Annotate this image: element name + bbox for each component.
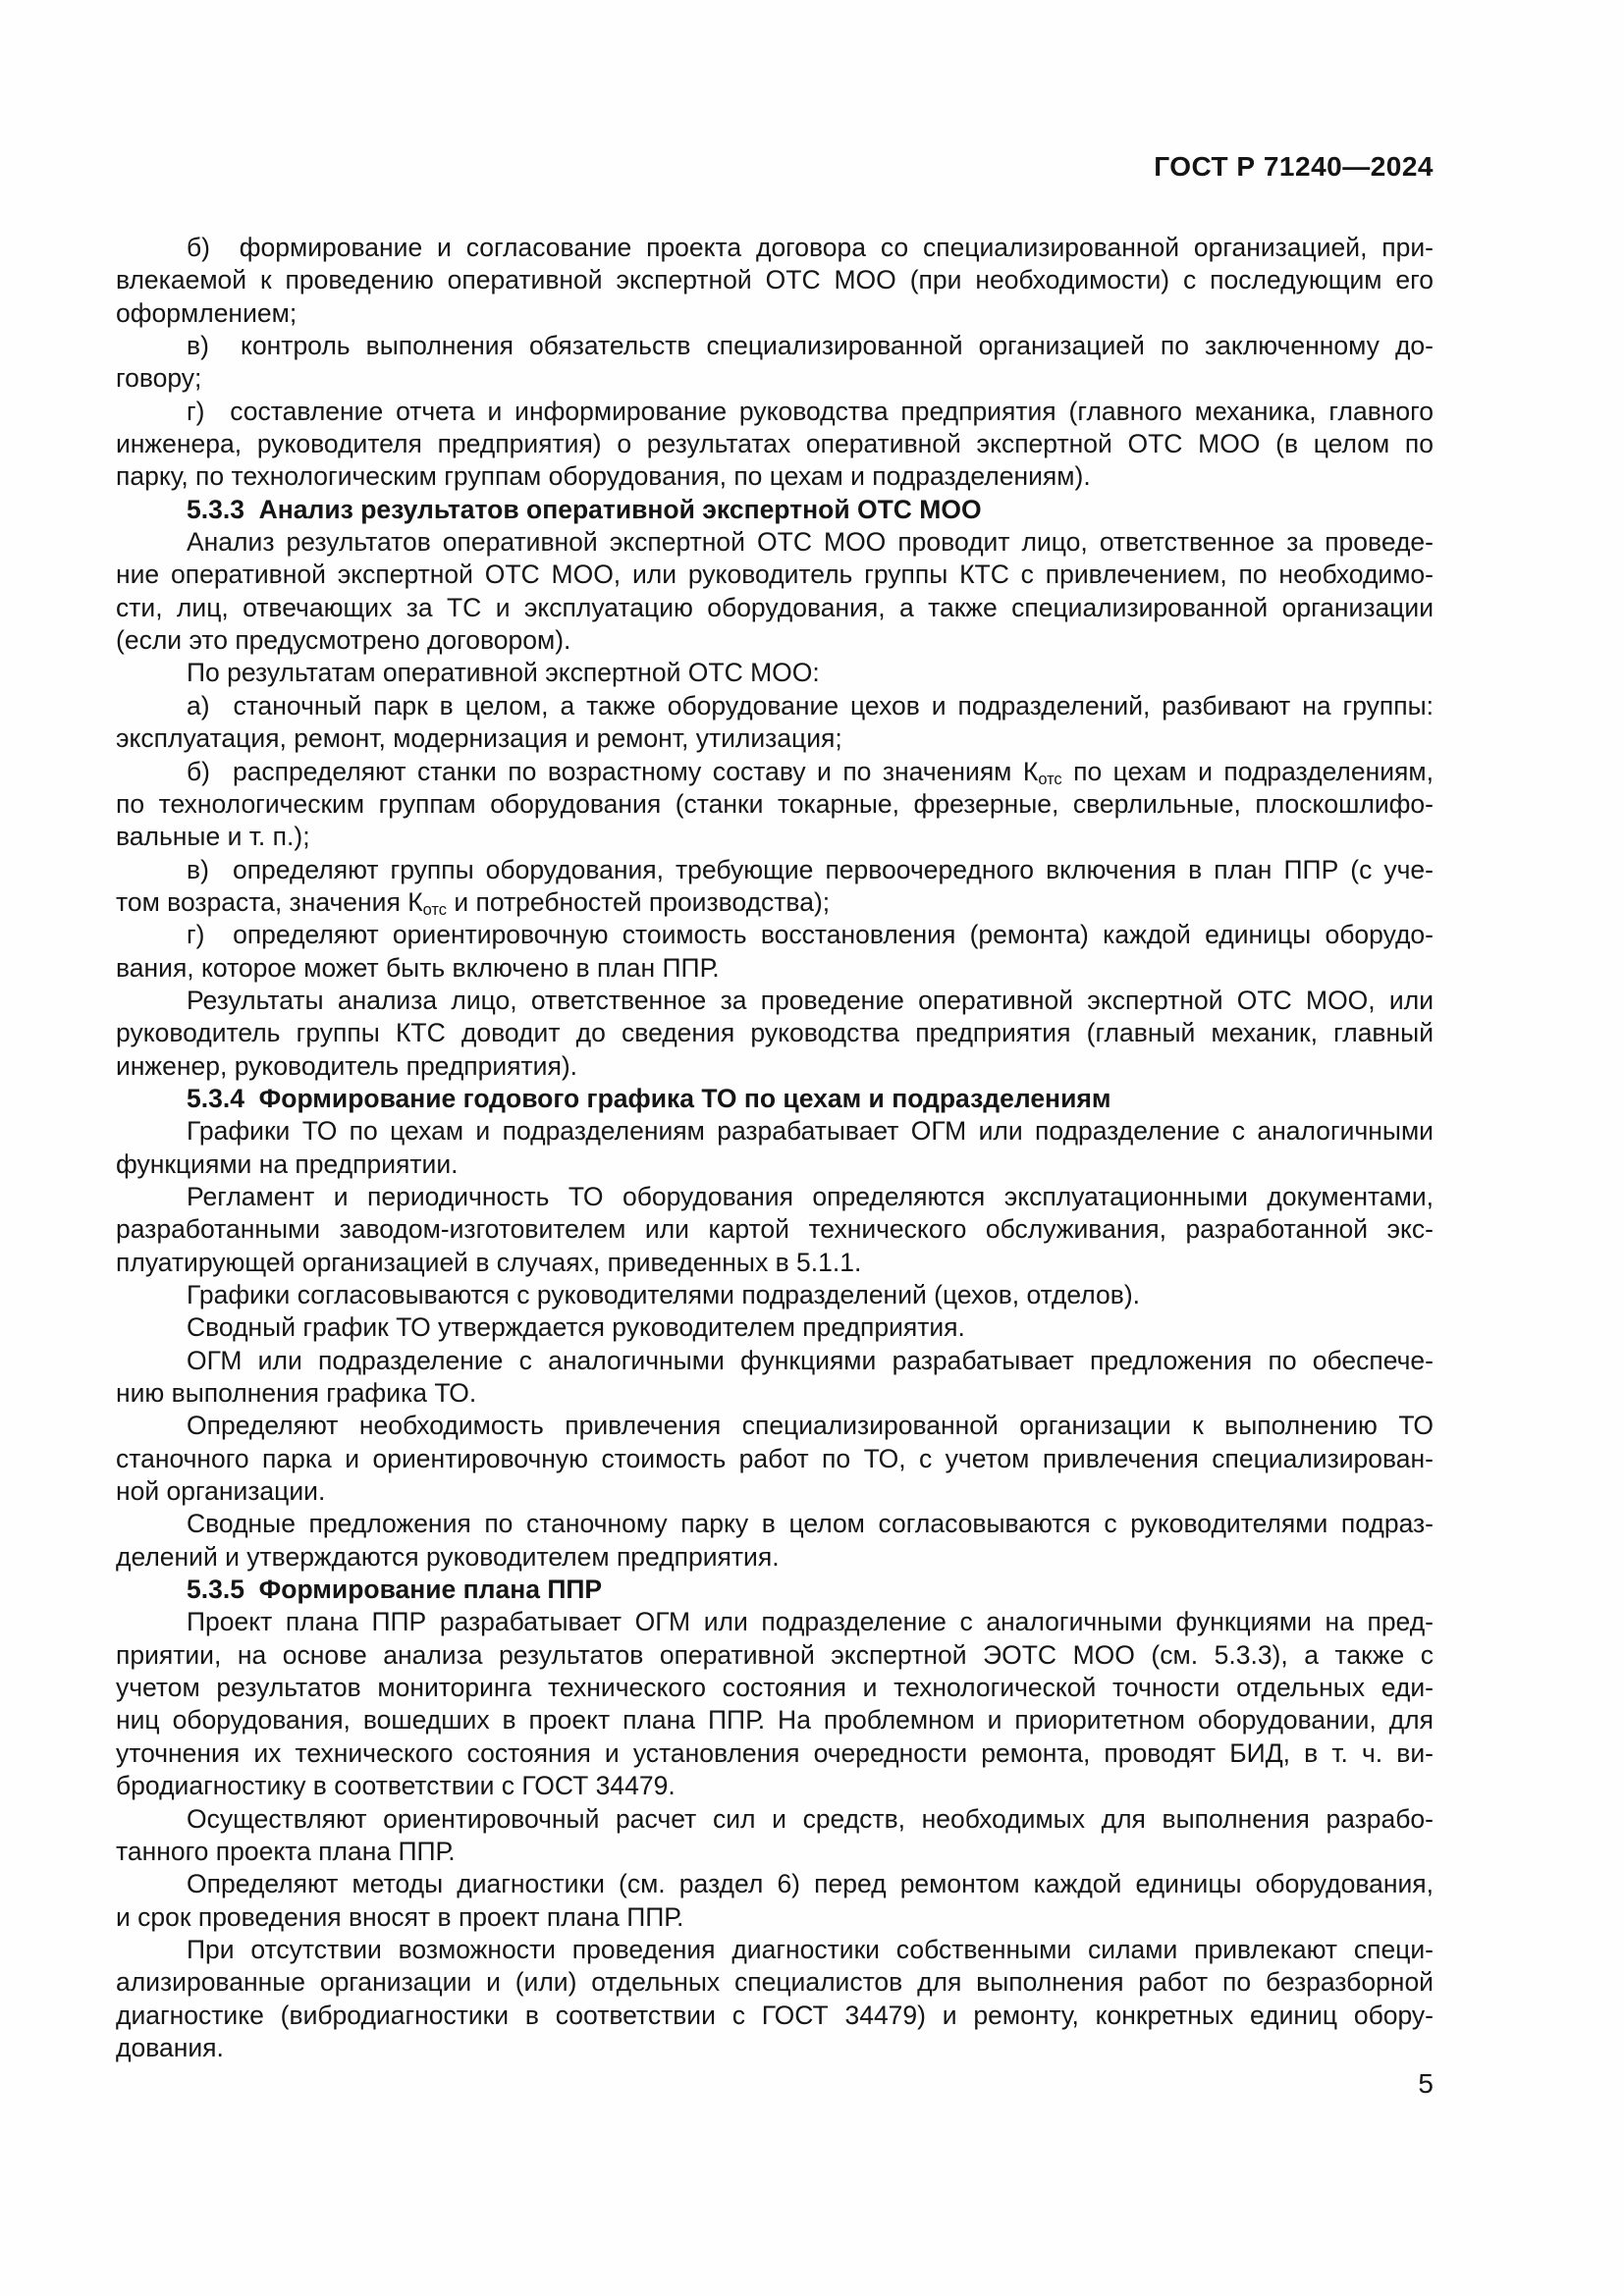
paragraph (116, 1934, 1434, 2064)
paragraph (116, 526, 1434, 657)
document-designation: ГОСТ Р 71240—2024 (1154, 151, 1434, 182)
text-line: разработанными заводом-изготовителем или картой технического обслуживания, разработанной экс- (116, 1214, 1434, 1245)
text-line: учетом результатов мониторинга технического состояния и технологической точности отдельных еди- (116, 1673, 1434, 1703)
text-line: б) распределяют станки по возрастному составу и по значениям $К_{отс}$ по цехам и подразделениям, (187, 756, 1434, 788)
text-line: б) формирование и согласование проекта договора со специализированной организацией, при- (187, 233, 1434, 262)
text-line: Графики согласовываются с руководителями подразделений (цехов, отделов). (187, 1280, 1141, 1309)
paragraph (116, 657, 1434, 689)
text-line: уточнения их технического состояния и установления очередности ремонта, проводят БИД, в т. ч. ви- (116, 1737, 1434, 1768)
text-line: Проект плана ППР разрабатывает ОГМ или подразделение с аналогичными функциями на пред- (187, 1607, 1434, 1637)
text-line: парку, по технологическим группам оборудования, по цехам и подразделениям). (116, 461, 1091, 492)
paragraph (116, 1115, 1434, 1181)
text-line: в) контроль выполнения обязательств специализированной организацией по заключенному до- (187, 331, 1434, 361)
text-line: бродиагностику в соответствии с ГОСТ 34479. (116, 1771, 676, 1801)
text-line: (если это предусмотрено договором). (116, 625, 571, 656)
text-line: танного проекта плана ППР. (116, 1836, 456, 1866)
paragraph (116, 1311, 1434, 1344)
text-line: том возраста, значения $К_{отс}$ и потребностей производства); (116, 886, 831, 919)
text-line: говору; (116, 363, 202, 394)
text-line: нию выполнения графика ТО. (116, 1378, 477, 1409)
document-body (116, 232, 1434, 2064)
text-line: оформлением; (116, 297, 298, 328)
paragraph (116, 690, 1434, 756)
paragraph (116, 1410, 1434, 1508)
paragraph (116, 919, 1434, 985)
text-line: г) определяют ориентировочную стоимость восстановления (ремонта) каждой единицы оборудо- (187, 920, 1434, 950)
paragraph (116, 985, 1434, 1083)
text-line: 5.3.5 Формирование плана ППР (187, 1575, 603, 1605)
paragraph (116, 330, 1434, 396)
paragraph (116, 756, 1434, 854)
text-line: сти, лиц, отвечающих за ТС и эксплуатацию оборудования, а также специализированной организации (116, 592, 1434, 622)
paragraph (116, 1279, 1434, 1311)
text-line: вальные и т. п.); (116, 822, 310, 852)
text-line: ной организации. (116, 1476, 326, 1507)
text-line: ОГМ или подразделение с аналогичными функциями разрабатывает предложения по обеспече- (187, 1345, 1434, 1375)
text-line: влекаемой к проведению оперативной экспертной ОТС МОО (при необходимости) с последующим его (116, 265, 1434, 295)
text-line: в) определяют группы оборудования, требующие первоочередного включения в план ППР (с уче- (187, 854, 1434, 884)
text-line: Осуществляют ориентировочный расчет сил и средств, необходимых для выполнения разрабо- (187, 1803, 1434, 1834)
text-line: инженер, руководитель предприятия). (116, 1050, 578, 1081)
text-line: Сводные предложения по станочному парку в целом согласовываются с руководителями подраз- (187, 1509, 1434, 1539)
text-line: Сводный график ТО утверждается руководителем предприятия. (187, 1312, 965, 1343)
subscript-text: отс (422, 900, 447, 919)
text-line: Результаты анализа лицо, ответственное за проведение оперативной экспертной ОТС МОО, или (187, 985, 1434, 1015)
text-line: вания, которое может быть включено в план ППР. (116, 952, 720, 983)
paragraph (116, 1868, 1434, 1934)
text-line: и срок проведения вносят в проект плана ППР. (116, 1901, 684, 1932)
text-line: Определяют методы диагностики (см. раздел 6) перед ремонтом каждой единицы оборудования, (187, 1869, 1434, 1899)
text-line: руководитель группы КТС доводит до сведения руководства предприятия (главный механик, главный (116, 1018, 1434, 1048)
text-line: плуатирующей организацией в случаях, приведенных в 5.1.1. (116, 1247, 862, 1277)
text-line: ниц оборудования, вошедших в проект плана ППР. На проблемном и приоритетном оборудовании, для (116, 1705, 1434, 1735)
text-line: При отсутствии возможности проведения диагностики собственными силами привлекают специ- (187, 1934, 1434, 1964)
text-line: станочного парка и ориентировочную стоимость работ по ТО, с учетом привлечения специализирован- (116, 1443, 1434, 1473)
page-number: 5 (1418, 2068, 1434, 2099)
text-line: эксплуатация, ремонт, модернизация и ремонт, утилизация; (116, 723, 842, 754)
text-line: г) составление отчета и информирование руководства предприятия (главного механика, главного (187, 396, 1434, 426)
text-line: приятии, на основе анализа результатов оперативной экспертной ЭОТС МОО (см. 5.3.3), а также с (116, 1639, 1434, 1670)
text-line: делений и утверждаются руководителем предприятия. (116, 1541, 780, 1572)
text-line: функциями на предприятии. (116, 1148, 459, 1179)
paragraph (116, 1181, 1434, 1279)
paragraph (116, 854, 1434, 920)
text-line: Анализ результатов оперативной экспертной ОТС МОО проводит лицо, ответственное за проведе- (187, 527, 1434, 558)
text-line: диагностике (вибродиагностики в соответствии с ГОСТ 34479) и ремонту, конкретных единиц обору- (116, 2000, 1434, 2030)
section-heading (116, 1574, 1434, 1606)
paragraph (116, 1345, 1434, 1411)
text-line: по технологическим группам оборудования (станки токарные, фрезерные, сверлильные, плоскошлифо- (116, 788, 1434, 819)
text-line: Графики ТО по цехам и подразделениям разрабатывает ОГМ или подразделение с аналогичными (187, 1116, 1434, 1147)
paragraph (116, 396, 1434, 494)
paragraph (116, 1606, 1434, 1802)
text-line: Регламент и периодичность ТО оборудования определяются эксплуатационными документами, (187, 1181, 1434, 1211)
text-line: 5.3.4 Формирование годового графика ТО по цехам и подразделениям (187, 1083, 1111, 1113)
text-line: дования. (116, 2032, 224, 2062)
text-line: По результатам оперативной экспертной ОТС МОО: (187, 658, 820, 688)
paragraph (116, 232, 1434, 330)
text-line: ализированные организации и (или) отдельных специалистов для выполнения работ по безразборной (116, 1967, 1434, 1998)
section-heading (116, 1083, 1434, 1115)
paragraph (116, 1508, 1434, 1574)
text-line: а) станочный парк в целом, а также оборудование цехов и подразделений, разбивают на группы: (187, 690, 1434, 721)
paragraph (116, 1803, 1434, 1869)
text-line: Определяют необходимость привлечения специализированной организации к выполнению ТО (187, 1411, 1434, 1441)
text-line: ние оперативной экспертной ОТС МОО, или руководитель группы КТС с привлечением, по необходимо- (116, 560, 1434, 590)
text-line: 5.3.3 Анализ результатов оперативной экспертной ОТС МОО (187, 494, 982, 524)
subscript-text: отс (1038, 770, 1062, 788)
text-line: инженера, руководителя предприятия) о результатах оперативной экспертной ОТС МОО (в целом по (116, 429, 1434, 459)
section-heading (116, 494, 1434, 526)
